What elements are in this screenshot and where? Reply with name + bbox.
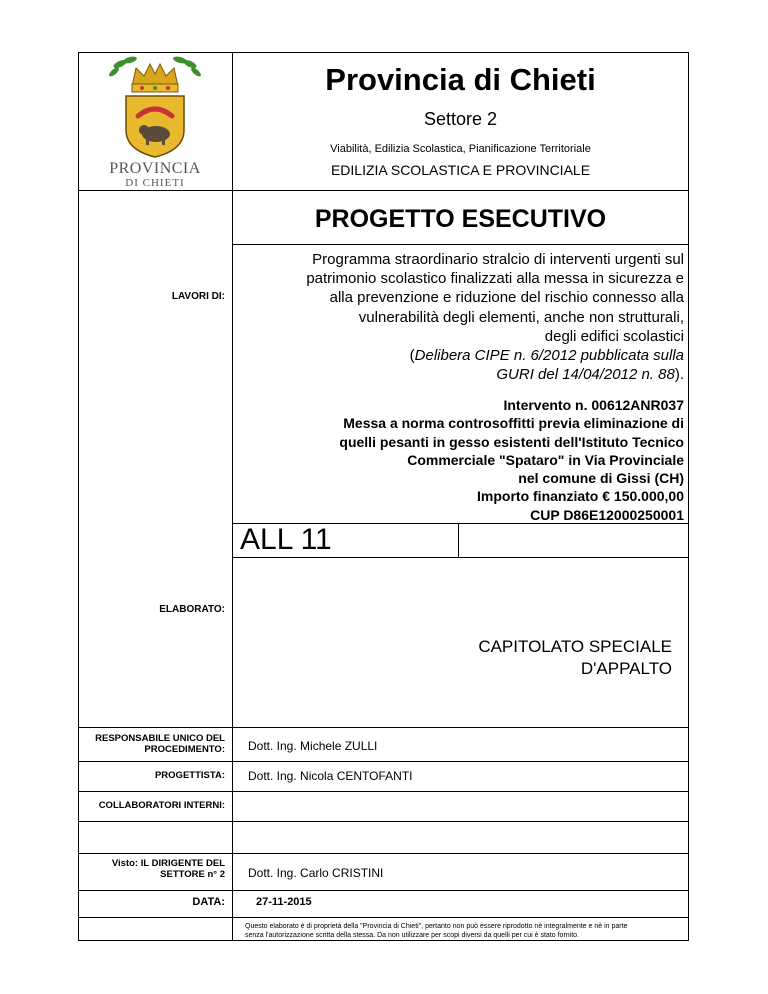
description-line: degli edifici scolastici [544, 327, 684, 345]
row-dirigente-line [78, 890, 689, 891]
dirigente-label-line: SETTORE n° 2 [160, 869, 225, 880]
row-date-line [78, 917, 689, 918]
description-line: patrimonio scolastico finalizzati alla messa in sicurezza e [306, 270, 684, 288]
elaborato-title [236, 636, 672, 680]
works-label: LAVORI DI: [171, 291, 225, 302]
guri-line [236, 365, 684, 384]
intervento-line: Commerciale "Spataro" in Via Provinciale [407, 451, 684, 468]
date-value: 27-11-2015 [256, 896, 312, 908]
guri-close: ). [674, 366, 684, 384]
frame-top-line [78, 52, 689, 53]
project-type-line [232, 244, 689, 245]
intervento-line: Intervento n. 00612ANR037 [503, 397, 684, 413]
elaborato-title-line: CAPITOLATO SPECIALE [478, 637, 672, 656]
dirigente-label-line: Visto: IL DIRIGENTE DEL [111, 858, 225, 869]
row-collaboratori-line [78, 821, 689, 822]
elaborato-title-line: D'APPALTO [580, 659, 672, 678]
logo-text-line1: PROVINCIA [109, 160, 201, 177]
dirigente-value: Dott. Ing. Carlo CRISTINI [248, 866, 384, 880]
frame-left-line [78, 52, 79, 941]
page-title: Provincia di Chieti [325, 62, 596, 97]
attachment-number: ALL 11 [240, 523, 332, 556]
notice-line: senza l'autorizzazione scritta della stessa. Da non utilizzare per scopi diversi da quelli per cui è stato fornito. [245, 932, 580, 939]
elaborato-label: ELABORATO: [159, 604, 225, 615]
ownership-notice [245, 922, 685, 940]
division-name: EDILIZIA SCOLASTICA E PROVINCIALE [330, 162, 591, 178]
guri-text: GURI del 14/04/2012 n. 88 [496, 366, 675, 384]
intervento-line: Importo finanziato € 150.000,00 [477, 488, 684, 505]
progettista-label: PROGETTISTA: [154, 770, 225, 781]
collaboratori-label: COLLABORATORI INTERNI: [98, 800, 225, 811]
frame-bottom-line [78, 940, 689, 941]
all-box-divider-line [458, 523, 459, 558]
intervento-line: Messa a norma controsoffitti previa eliminazione di [343, 415, 684, 432]
sector-label: Settore 2 [423, 109, 498, 129]
description-line: alla prevenzione e riduzione del rischio connesso alla [329, 289, 684, 307]
progettista-value: Dott. Ing. Nicola CENTOFANTI [248, 769, 413, 783]
intervento-line: CUP D86E12000250001 [530, 506, 684, 523]
rup-value: Dott. Ing. Michele ZULLI [248, 739, 378, 753]
intervento-block [236, 396, 684, 524]
rup-label-line: RESPONSABILE UNICO DEL [95, 733, 225, 744]
dirigente-label [80, 858, 225, 880]
rup-label [80, 733, 225, 755]
delibera-open-paren: ( [409, 347, 415, 365]
frame-right-line [688, 52, 689, 941]
works-description [236, 250, 684, 384]
logo-text-line2: DI CHIETI [125, 177, 185, 189]
delibera-text: Delibera CIPE n. 6/2012 pubblicata sulla [414, 347, 684, 365]
description-line: vulnerabilità degli elementi, anche non strutturali, [358, 308, 684, 326]
crest-icon [96, 54, 214, 159]
row-rup-line [78, 761, 689, 762]
intervento-line: nel comune di Gissi (CH) [518, 470, 684, 487]
row-blank-line [78, 853, 689, 854]
delibera-line [236, 346, 684, 365]
notice-line: Questo elaborato è di proprietà della "Provincia di Chieti", pertanto non può essere riprodotto nè integralmente e nè in parte [245, 923, 628, 930]
elaborato-bottom-line [78, 727, 689, 728]
row-progettista-line [78, 791, 689, 792]
header-bottom-line [78, 190, 689, 191]
intervento-line: quelli pesanti in gesso esistenti dell'Istituto Tecnico [339, 433, 684, 450]
rup-label-line: PROCEDIMENTO: [144, 744, 225, 755]
date-label: DATA: [192, 896, 225, 908]
description-line: Programma straordinario stralcio di interventi urgenti sul [312, 251, 684, 268]
sector-subtitle: Viabilità, Edilizia Scolastica, Pianificazione Territoriale [330, 143, 591, 155]
province-logo [96, 54, 214, 188]
project-type: PROGETTO ESECUTIVO [314, 205, 607, 233]
center-divider-line [232, 52, 233, 941]
all-box-bottom-line [232, 557, 689, 558]
